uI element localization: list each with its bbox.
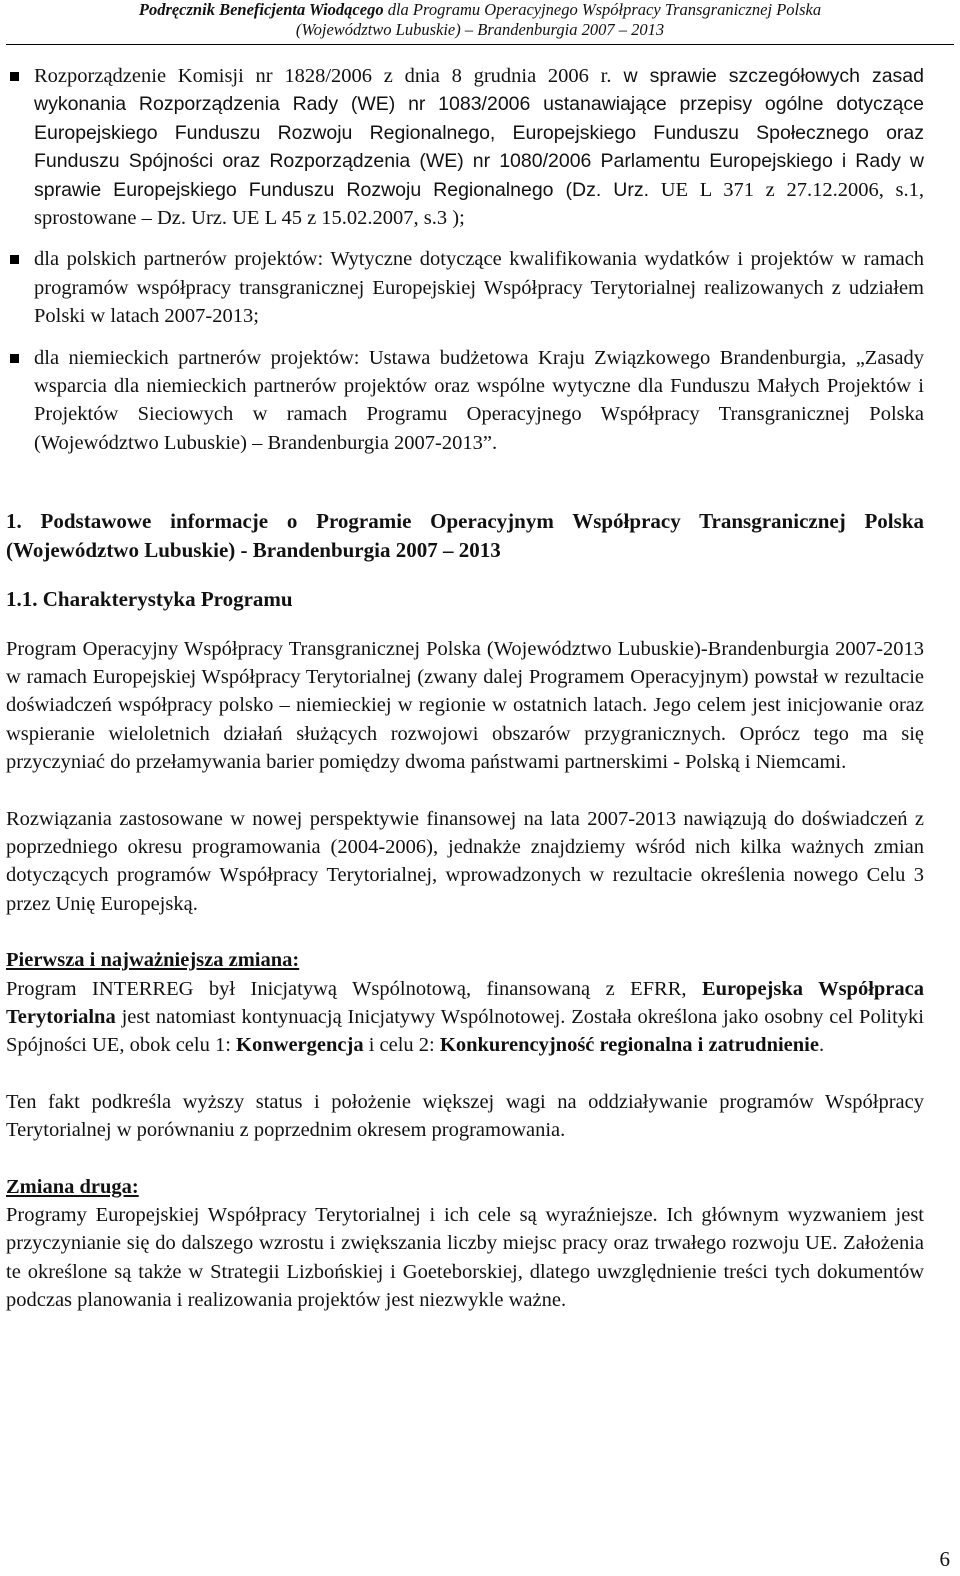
change-one-bold-convergence: Konwergencja: [236, 1034, 364, 1057]
bullet-text-sans: w sprawie szczegółowych zasad wykonania Rozporządzenia Rady (WE) nr 1083/2006 ustanawiające przepisy ogólne dotyczące Europejskiego Funduszu Rozwoju Regionalnego, Europejskiego Funduszu Społecznego oraz Funduszu Spójności oraz Rozporządzenia (WE) nr 1080/2006 Parlamentu Europejskiego i Rady w sprawie Europejskiego Funduszu Rozwoju Regionalnego (Dz. Urz.: [34, 65, 924, 201]
paragraph-program-description: Program Operacyjny Współpracy Transgranicznej Polska (Województwo Lubuskie)-Brandenburgia 2007-2013 w ramach Europejskiej Współpracy Terytorialnej (zwany dalej Programem Operacyjnym) powstał w rezultacie doświadczeń współpracy polsko – niemieckiej w regionie w ostatnich latach. Jego celem jest inicjowanie oraz wspieranie wieloletnich działań służących rozwojowi obszarów przygranicznych. Oprócz tego ma się przyczyniać do przełamywania barier pomiędzy dwoma państwami partnerskimi - Polską i Niemcami.: [6, 637, 924, 774]
subsection-heading-1-1: 1.1. Charakterystyka Programu: [6, 587, 293, 612]
change-one-text-g: .: [818, 1034, 825, 1057]
header-line-1: [0, 0, 960, 20]
bullet-item-polish-partners: [6, 245, 924, 330]
change-one-text-a: Program INTERREG był Inicjatywą Wspólnotową, finansowaną z EFRR,: [6, 977, 702, 1000]
bullet-text-tail: UE L 371 z 27.12.2006, s.1, sprostowane – Dz. Urz. UE L 45 z 15.02.2007, s.3 );: [34, 178, 924, 230]
bullet-item-german-partners: [6, 344, 924, 458]
bullet-item-regulation: [6, 62, 924, 232]
section-number: 1.: [6, 509, 22, 534]
square-bullet-icon: [10, 72, 19, 81]
paragraph-new-perspective: Rozwiązania zastosowane w nowej perspektywie finansowej na lata 2007-2013 nawiązują do doświadczeń z poprzedniego okresu programowania (2004-2006), jednakże znajdziemy wśród nich kilka ważnych zmian dotyczących programów Współpracy Terytorialnej, wprowadzonych w rezultacie określenia nowego Celu 3 przez Unię Europejską.: [6, 807, 924, 915]
paragraph-change-two: Programy Europejskiej Współpracy Terytorialnej i ich cele są wyraźniejsze. Ich głównym wyzwaniem jest przyczynianie się do dalszego wzrostu i zwiększania liczby miejsc pracy oraz trwałego rozwoju UE. Założenia te określone są także w Strategii Lizbońskiej i Goeteborskiej, dlatego uwzględnienie treści tych dokumentów podczas planowania i realizowania projektów jest niezwykle ważne.: [6, 1204, 924, 1312]
page-content: [6, 62, 924, 1315]
paragraph-higher-status: Ten fakt podkreśla wyższy status i położenie większej wagi na oddziaływanie programów Współpracy Terytorialnej w porównaniu z poprzednim okresem programowania.: [6, 1090, 924, 1142]
square-bullet-icon: [10, 354, 19, 363]
square-bullet-icon: [10, 255, 19, 264]
change-one-heading: Pierwsza i najważniejsza zmiana:: [6, 949, 300, 972]
section-heading-1: [6, 507, 924, 564]
paragraph-change-one: [6, 975, 924, 1060]
header-title-bold: Podręcznik Beneficjenta Wiodącego: [138, 0, 384, 19]
change-one-bold-competitiveness: Konkurencyjność regionalna i zatrudnienie: [439, 1034, 819, 1057]
header-title-rest: dla Programu Operacyjnego Współpracy Transgranicznej Polska: [383, 0, 822, 19]
header-line-2: (Województwo Lubuskie) – Brandenburgia 2007 – 2013: [295, 20, 665, 39]
running-header: [0, 0, 960, 40]
section-title: Podstawowe informacje o Programie Operacyjnym Współpracy Transgranicznej Polska (Województwo Lubuskie) - Brandenburgia 2007 – 2013: [6, 509, 924, 562]
bullet-text: dla niemieckich partnerów projektów: Ustawa budżetowa Kraju Związkowego Brandenburgia, „Zasady wsparcia dla niemieckich partnerów projektów oraz wspólne wytyczne dla Funduszu Małych Projektów i Projektów Sieciowych w ramach Programu Operacyjnego Współpracy Transgranicznej Polska (Województwo Lubuskie) – Brandenburgia 2007-2013”.: [34, 346, 924, 454]
header-divider: [6, 44, 954, 45]
page-number: 6: [939, 1547, 950, 1571]
change-one-text-e: i celu 2:: [363, 1034, 440, 1057]
bullet-text-serif: Rozporządzenie Komisji nr 1828/2006 z dnia 8 grudnia 2006 r.: [34, 65, 612, 87]
change-two-heading: Zmiana druga:: [6, 1175, 139, 1198]
change-one-bold-ewt: Europejska Współpraca Terytorialna: [6, 977, 924, 1028]
change-one-text-c: jest natomiast kontynuacją Inicjatywy Wspólnotowej. Została określona jako osobny cel Polityki Spójności UE, obok celu 1:: [6, 1005, 924, 1057]
bullet-text: dla polskich partnerów projektów: Wytyczne dotyczące kwalifikowania wydatków i projektów w ramach programów współpracy transgranicznej Europejskiej Współpracy Terytorialnej realizowanych z udziałem Polski w latach 2007-2013;: [34, 248, 924, 328]
